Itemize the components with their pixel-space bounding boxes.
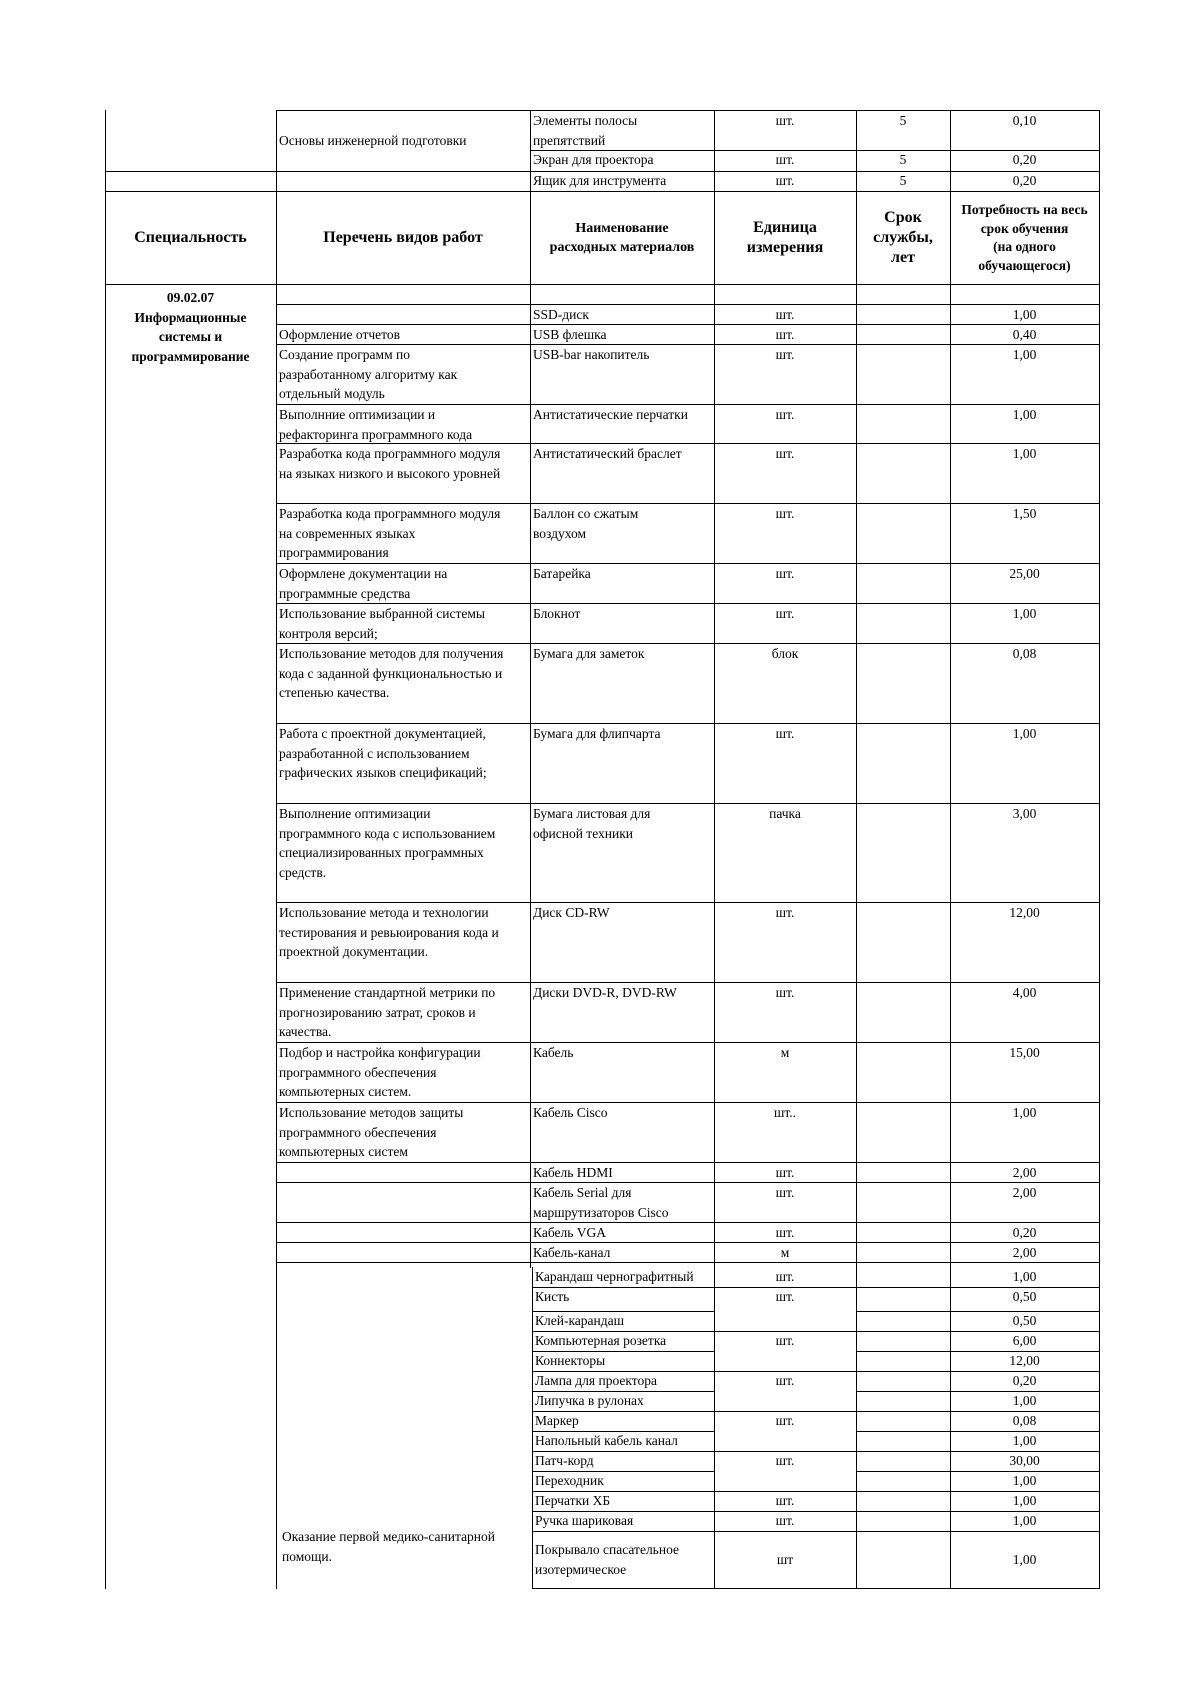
table-border [714,1531,857,1532]
material-name: препятствий [533,132,606,148]
need-cell: 1,50 [1012,506,1037,521]
need-cell: 1,00 [1012,347,1037,362]
work-type-text: Использование методов защиты [279,1105,464,1120]
work-type-text: специализированных программных [279,845,484,860]
material-name: Лампа для проектора [535,1373,657,1388]
work-type-text: Использование методов для получения [279,646,504,661]
table-border [714,1411,857,1412]
table-border [1099,1267,1100,1589]
material-name: Коннекторы [535,1353,606,1368]
term-cell: 5 [899,113,907,128]
work-type-text: Применение стандартной метрики по [279,985,496,1000]
work-type-text: Подбор и настройка конфигурации [279,1045,481,1060]
unit-cell: шт. [775,1493,795,1508]
table-border [532,1531,715,1532]
table-border [856,191,857,285]
header-works: Перечень видов работ [323,229,483,246]
table-border [276,1262,1100,1263]
table-border [856,1391,1100,1392]
material-name: Кабель Cisco [533,1105,608,1120]
need-cell: 1,00 [1012,606,1037,621]
need-cell: 1,00 [1012,1269,1037,1284]
table-border [532,1267,533,1589]
material-name: Блокнот [533,606,581,621]
table-border [714,1511,857,1512]
need-cell: 30,00 [1009,1453,1040,1468]
term-cell: 5 [899,173,907,188]
material-name: Батарейка [533,566,591,581]
unit-cell: пачка [769,806,801,821]
material-name: Элементы полосы [533,113,638,128]
table-border [530,150,1100,151]
work-type-text: качества. [279,1024,332,1039]
material-name: маршрутизаторов Cisco [533,1204,669,1220]
specialty-name: системы и [158,329,223,344]
table-border [532,1431,715,1432]
material-name: Напольный кабель канал [535,1433,678,1448]
unit-cell: шт. [775,985,795,1000]
unit-cell: шт. [775,566,795,581]
work-type-text: компьютерных систем. [279,1084,412,1099]
need-cell: 1,00 [1012,1551,1037,1567]
material-name: Экран для проектора [533,152,654,167]
specialty-name: 09.02.07 [166,290,215,305]
table-border [1099,191,1100,285]
material-name: Ящик для инструмента [533,173,667,188]
need-cell: 1,00 [1012,1493,1037,1508]
table-border [856,110,857,192]
table-border [714,1491,857,1492]
header-materials: Наименование расходных материалов [549,221,695,255]
table-border [714,284,715,1268]
work-type-text: Разработка кода программного модуля [279,506,501,521]
table-border [950,1267,951,1589]
table-border [856,1351,1100,1352]
need-cell: 0,50 [1012,1313,1037,1328]
material-name: Покрывало спасательное [535,1542,679,1557]
material-name: Липучка в рулонах [535,1393,644,1408]
unit-cell: шт. [775,1373,795,1388]
header-specialty: Специальность [134,229,247,246]
table-border [714,1331,857,1332]
unit-cell: шт. [775,152,795,167]
table-border [856,1267,857,1589]
unit-cell: шт. [775,113,795,128]
table-border [950,191,951,285]
unit-cell: шт. [775,1289,795,1304]
material-name: Кабель VGA [533,1225,607,1240]
material-name: воздухом [533,525,587,541]
material-name: Баллон со сжатым [533,506,639,521]
unit-cell: шт. [775,606,795,621]
material-name: Кабель-канал [533,1245,611,1260]
work-type-text: тестирования и ревьюирования кода и [279,924,499,940]
need-cell: 0,08 [1012,1413,1037,1428]
material-name: Бумага для флипчарта [533,726,661,741]
unit-cell: шт. [775,1333,795,1348]
material-name: Кабель [533,1045,574,1060]
table-border [714,1371,857,1372]
unit-cell: шт. [775,1269,795,1284]
need-cell: 4,00 [1012,985,1037,1000]
work-type-text: Оказание первой медико-санитарной [282,1529,496,1544]
table-border [856,1371,1100,1372]
unit-cell: шт. [775,307,795,322]
unit-cell: шт. [775,1165,795,1180]
work-type-text: рефакторинга программного кода [279,426,473,442]
table-border [532,1391,715,1392]
unit-cell: шт [776,1551,794,1567]
header-term: Срок службы, лет [873,209,933,266]
table-border [856,1511,1100,1512]
table-border [532,1287,715,1288]
work-type-text: Разработка кода программного модуля [279,446,501,461]
term-cell: 5 [899,152,907,167]
need-cell: 0,20 [1012,1373,1037,1388]
material-name: изотермическое [535,1561,627,1577]
work-type-text: на языках низкого и высокого уровней [279,465,501,481]
need-cell: 0,20 [1012,173,1037,188]
work-type-text: Оформление отчетов [279,327,400,342]
work-type-text: Работа с проектной документацией, [279,726,486,741]
work-type-text: разработанной с использованием [279,745,470,761]
table-border [714,191,715,285]
material-name: Кисть [535,1289,570,1304]
material-name: Маркер [535,1413,579,1428]
specialty-name: Информационные [134,309,247,325]
unit-cell: шт. [775,347,795,362]
work-type-text: средств. [279,864,327,880]
need-cell: 0,20 [1012,152,1037,167]
work-type-text: программного обеспечения [279,1124,437,1140]
table-border [1099,284,1100,1268]
table-border [532,1588,715,1589]
unit-cell: шт. [775,506,795,521]
need-cell: 0,10 [1012,113,1037,128]
work-type-text: помощи. [282,1548,333,1564]
work-type-text: отдельный модуль [279,386,385,401]
need-cell: 1,00 [1012,1105,1037,1120]
table-border [532,1471,715,1472]
table-border [532,1511,715,1512]
material-name: Бумага листовая для [533,806,651,821]
unit-cell: шт. [775,446,795,461]
need-cell: 3,00 [1012,806,1037,821]
material-name: USB флешка [533,327,607,342]
material-name: Карандаш чернографитный [535,1269,694,1284]
need-cell: 1,00 [1012,446,1037,461]
material-name: Патч-корд [535,1453,594,1468]
work-type-text: кода с заданной функциональностью и [279,665,503,681]
table-border [856,1491,1100,1492]
material-name: SSD-диск [533,307,589,322]
specialty-name: программирование [131,348,250,364]
material-name: Кабель HDMI [533,1165,613,1180]
table-border [532,1491,715,1492]
work-type-text: контроля версий; [279,625,378,641]
header-unit: Единица измерения [746,219,824,256]
table-border [856,1588,1100,1589]
unit-cell: м [780,1045,790,1060]
table-border [856,1451,1100,1452]
need-cell: 0,20 [1012,1225,1037,1240]
material-name: Антистатические перчатки [533,407,688,422]
work-type-text: разработанному алгоритму как [279,366,458,382]
header-need: Потребность на весь срок обучения (на одного обучающегося) [961,202,1088,273]
table-border [276,110,277,1589]
work-type-text: Основы инженерной подготовки [279,132,467,148]
table-border [856,284,857,1268]
work-type-text: программного обеспечения [279,1064,437,1080]
table-border [856,1331,1100,1332]
unit-cell: м [780,1245,790,1260]
unit-cell: шт. [775,905,795,920]
need-cell: 12,00 [1009,1353,1040,1368]
material-name: USB-bar накопитель [533,347,650,362]
table-border [532,1331,715,1332]
material-name: Кабель Serial для [533,1185,632,1200]
table-border [532,1411,715,1412]
work-type-text: степенью качества. [279,685,390,700]
work-type-text: программирования [279,545,389,560]
table-border [856,1287,1100,1288]
material-name: Компьютерная розетка [535,1333,667,1348]
table-border [714,1451,857,1452]
unit-cell: блок [771,646,799,661]
unit-cell: шт. [775,1185,795,1200]
material-name: офисной техники [533,825,633,841]
material-name: Антистатический браслет [533,446,682,461]
table-border [950,284,951,1268]
need-cell: 25,00 [1009,566,1040,581]
work-type-text: Использование выбранной системы [279,606,486,621]
material-name: Ручка шариковая [535,1513,634,1528]
unit-cell: шт. [775,1413,795,1428]
table-border [532,1451,715,1452]
need-cell: 1,00 [1012,307,1037,322]
work-type-text: Выполнение оптимизации [279,806,431,821]
table-border [856,1471,1100,1472]
work-type-text: на современных языках [279,525,416,541]
table-border [714,1267,715,1589]
need-cell: 0,50 [1012,1289,1037,1304]
material-name: Бумага для заметок [533,646,645,661]
table-border [856,1411,1100,1412]
need-cell: 15,00 [1009,1045,1040,1060]
work-type-text: Использование метода и технологии [279,905,489,920]
unit-cell: шт. [775,1225,795,1240]
unit-cell: шт. [775,1453,795,1468]
work-type-text: компьютерных систем [279,1144,408,1159]
material-name: Диски DVD-R, DVD-RW [533,985,677,1000]
table-border [856,1531,1100,1532]
work-type-text: графических языков спецификаций; [279,765,487,780]
work-type-text: Выполнние оптимизации и [279,407,436,422]
table-border [532,1351,715,1352]
unit-cell: шт. [775,327,795,342]
need-cell: 1,00 [1012,1473,1037,1488]
unit-cell: шт. [775,1513,795,1528]
work-type-text: Создание программ по [279,347,410,362]
need-cell: 1,00 [1012,1393,1037,1408]
need-cell: 1,00 [1012,1433,1037,1448]
material-name: Перчатки ХБ [535,1493,611,1508]
table-border [950,110,951,192]
material-name: Переходник [535,1473,604,1488]
table-border [714,1287,857,1288]
need-cell: 1,00 [1012,1513,1037,1528]
unit-cell: шт. [775,173,795,188]
need-cell: 6,00 [1012,1333,1037,1348]
table-border [532,1311,715,1312]
table-border [856,1431,1100,1432]
table-border [1099,110,1100,192]
work-type-text: Оформлене документации на [279,566,448,581]
unit-cell: шт. [775,407,795,422]
need-cell: 12,00 [1009,905,1040,920]
need-cell: 2,00 [1012,1245,1037,1260]
material-name: Диск CD-RW [533,905,610,920]
need-cell: 2,00 [1012,1185,1037,1200]
unit-cell: шт. [775,726,795,741]
work-type-text: программного кода с использованием [279,825,496,841]
work-type-text: проектной документации. [279,944,429,959]
material-name: Клей-карандаш [535,1313,625,1328]
table-border [532,1371,715,1372]
need-cell: 1,00 [1012,407,1037,422]
table-border [276,110,1100,111]
need-cell: 0,40 [1012,327,1037,342]
table-border [714,1588,857,1589]
work-type-text: прогнозированию затрат, сроков и [279,1004,476,1020]
need-cell: 1,00 [1012,726,1037,741]
need-cell: 0,08 [1012,646,1037,661]
unit-cell: шт.. [773,1105,797,1120]
need-cell: 2,00 [1012,1165,1037,1180]
work-type-text: программные средства [279,585,411,601]
table-border [856,1311,1100,1312]
table-border [714,110,715,192]
